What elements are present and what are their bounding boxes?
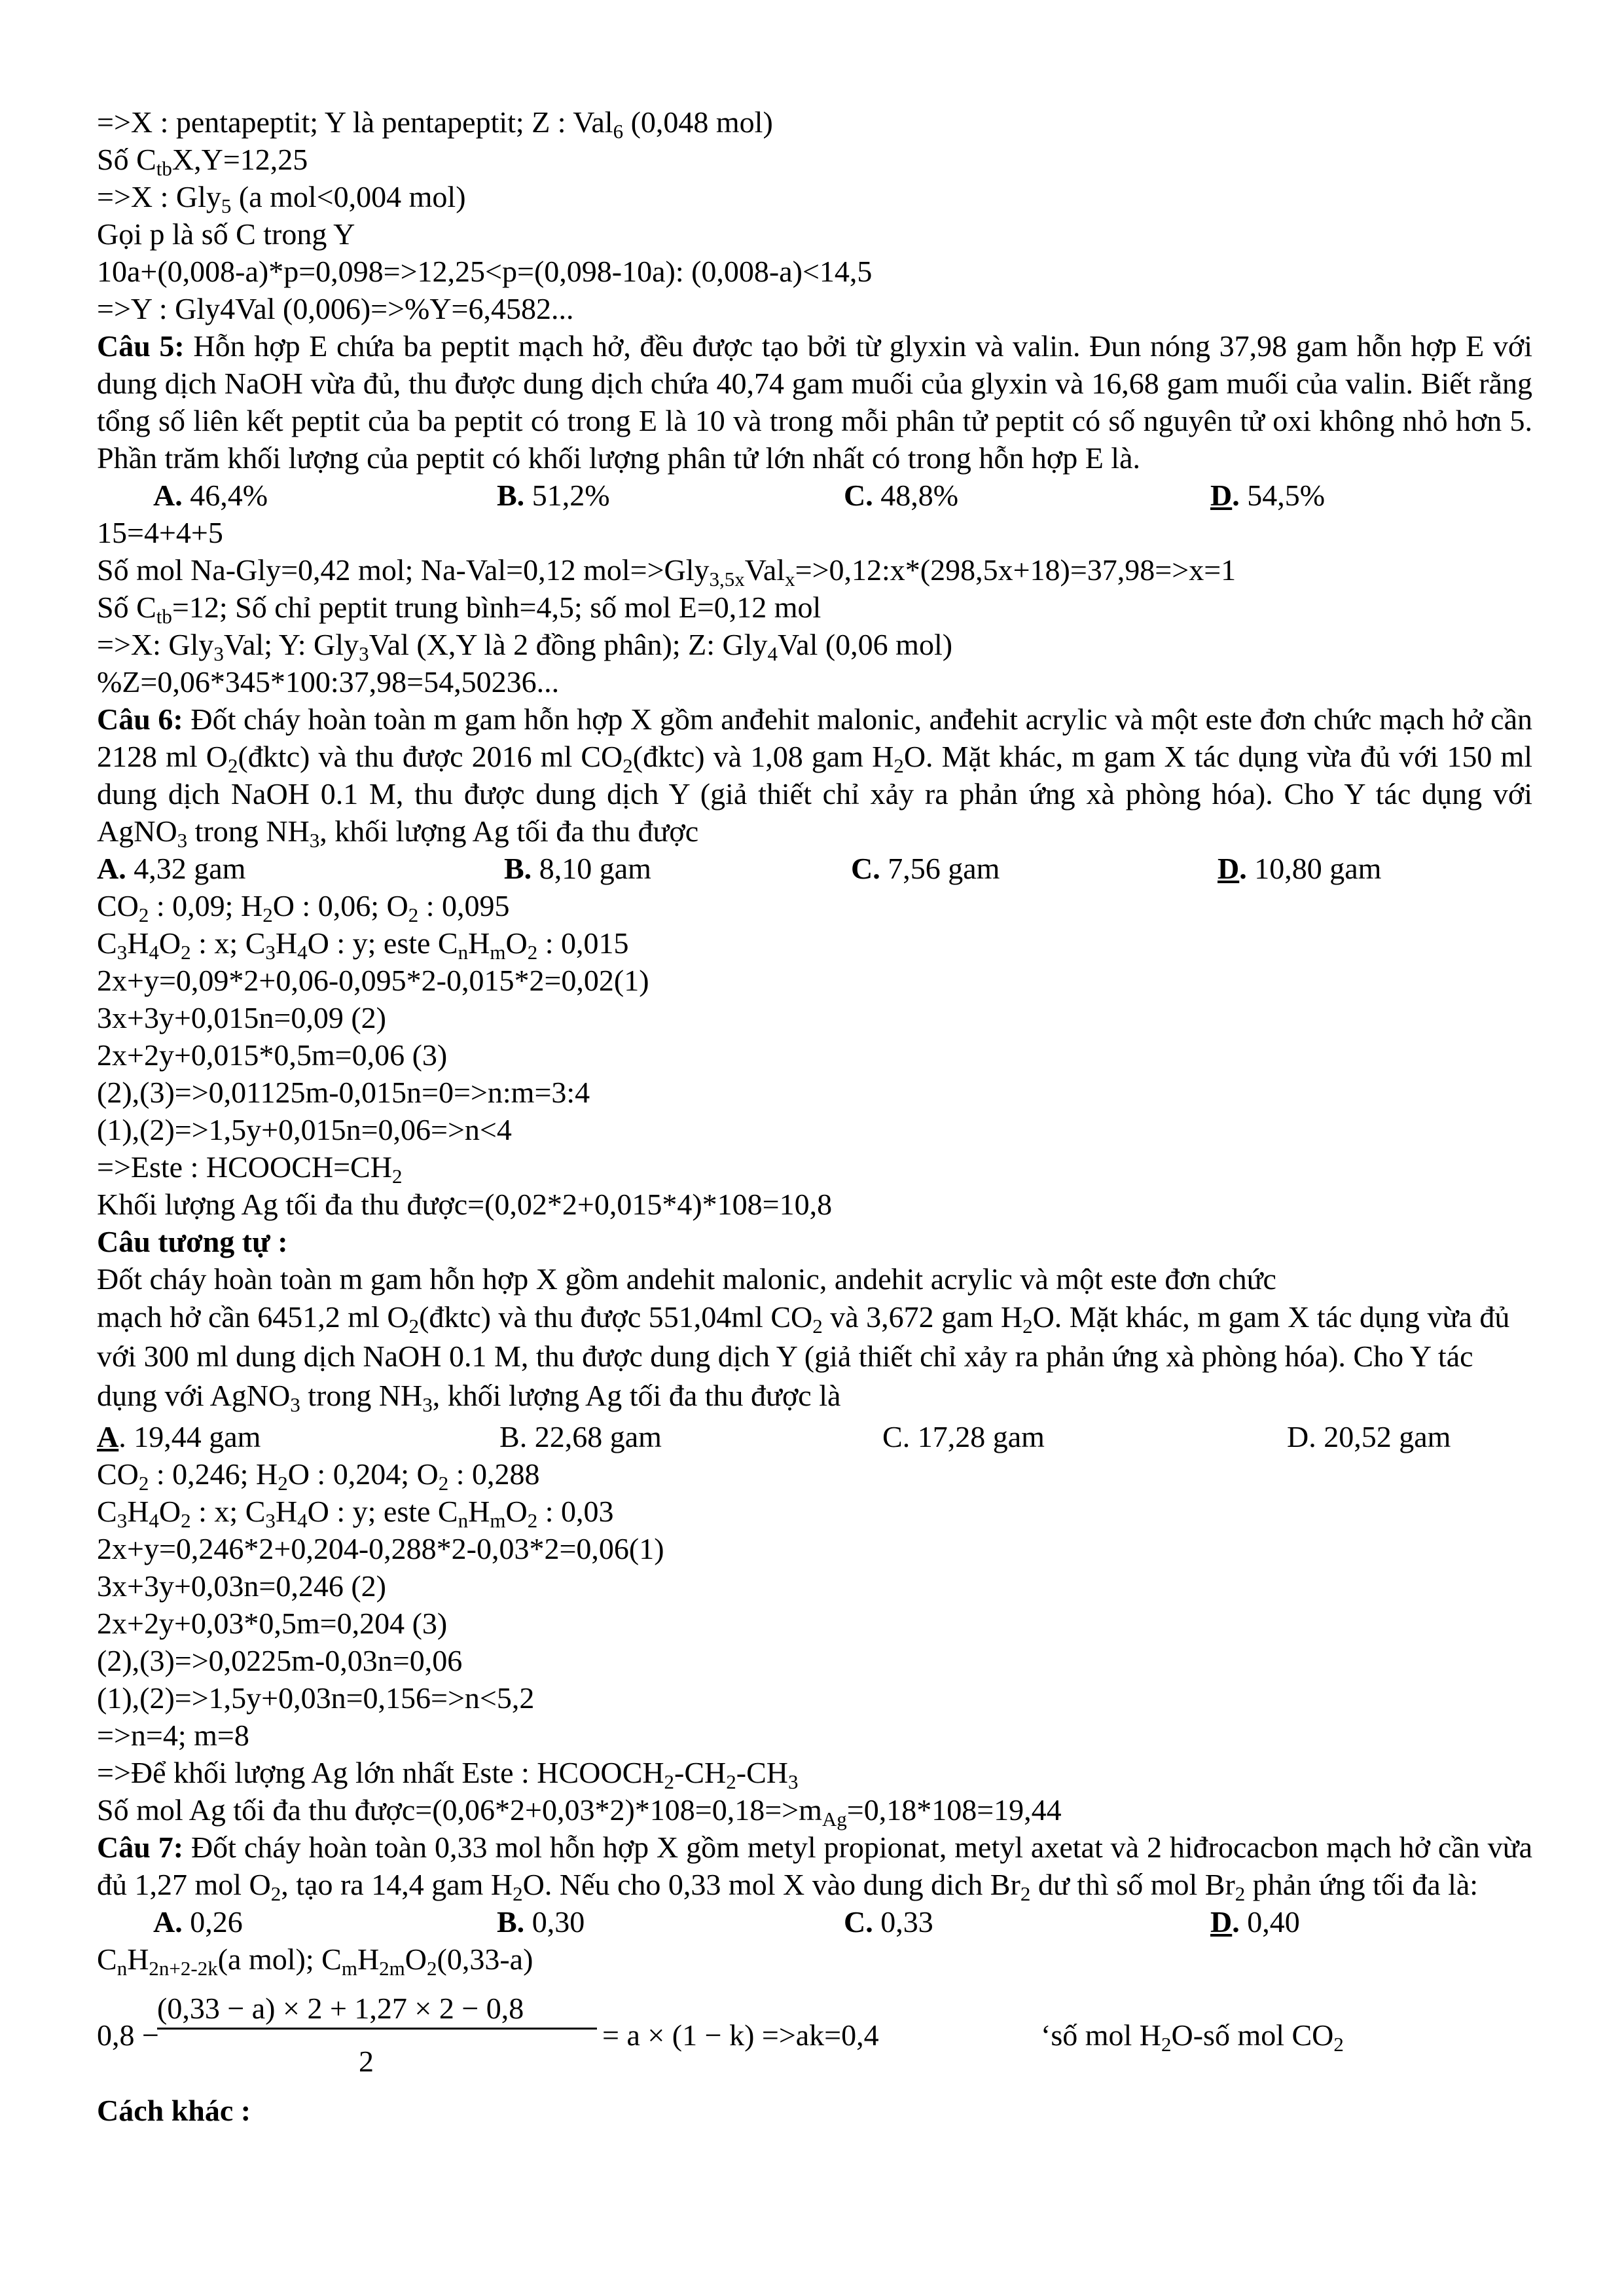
choice-b: B. 0,30 (497, 1905, 585, 1939)
question-label: Câu 7: (97, 1831, 184, 1864)
question-text: Hỗn hợp E chứa ba peptit mạch hở, đều được tạo bởi từ glyxin và valin. Đun nóng 37,98 gam hỗn hợp E với dung dịch NaOH vừa đủ, thu được dung dịch chứa 40,74 gam muối của glyxin và 16,68 gam muối của valin. Biết rằng tổng số liên kết peptit của ba peptit có trong E là 10 và trong mỗi phân tử peptit có số nguyên tử oxi không nhỏ hơn 5. Phần trăm khối lượng của peptit có khối lượng phân tử lớn nhất có trong hỗn hợp E là. (97, 329, 1533, 475)
answer-choices (97, 1418, 1532, 1455)
choice-d-correct: D. 10,80 gam (1218, 852, 1382, 885)
fraction-bar (157, 2028, 597, 2030)
choice-a: A. 4,32 gam (97, 852, 246, 885)
solution-line: $CO_2$ : 0,09; $H_2O$ : 0,06; $O_2$ : 0,095 (97, 889, 510, 926)
choice-a-correct: A. 19,44 gam (97, 1420, 261, 1453)
question-label: Câu 6: (97, 702, 183, 736)
question-text: mạch hở cần 6451,2 ml $O_2(đktc)$ và thu được 551,04ml $CO_2$ và 3,672 gam $H_2O$. Mặt khác, m gam X tác dụng vừa đủ với 300 ml dung dịch NaOH 0.1 M, thu được dung dịch Y (giả thiết chỉ xảy ra phản ứng xà phòng hóa). Cho Y tác dụng với AgNO$_3$ trong $NH_3$, khối lượng Ag tối đa thu được là (97, 1300, 1510, 1416)
section-heading: Cách khác : (97, 2094, 251, 2127)
section-heading: Câu tương tự : (97, 1225, 288, 1258)
solution-line: 3x+3y+0,03n=0,246 (2) (97, 1569, 386, 1603)
solution-line: =>Y : Gly4Val (0,006)=>%Y=6,4582... (97, 292, 574, 325)
solution-line: 10a+(0,008-a)*p=0,098=>12,25<p=(0,098-10a): (0,008-a)<14,5 (97, 255, 873, 288)
answer-choices (97, 477, 1532, 514)
solution-line: Số mol Ag tối đa thu $được=(0,06*2+0,03*2)*108=0,18=>m_{Ag}=0,18*108=19,44$ (97, 1793, 1062, 1831)
question-7: Câu 7: Đốt cháy hoàn toàn 0,33 mol hỗn hợp X gồm metyl propionat, metyl axetat và 2 hiđrocacbon mạch hở cần vừa đủ 1,27 mol $O_2$, tạo ra 14,4 gam $H_2O$. Nếu cho 0,33 mol X vào dung dich $Br_2$ dư thì số mol $Br_2$ phản ứng tối đa là: (97, 1831, 1532, 1905)
choice-a: A. 46,4% (153, 479, 268, 512)
solution-line: =>Để khối lượng Ag lớn nhất Este : $HCOOCH_2-CH_2-CH_3$ (97, 1756, 799, 1793)
formula-note: ‘số mol $H_2O-số$ mol $CO_2$ (1041, 2018, 1344, 2056)
choice-d-correct: D. 54,5% (1210, 479, 1326, 512)
solution-line: =>X : pentapeptit; Y là pentapeptit; Z : Val$_6$ (0,048 mol) (97, 105, 773, 143)
solution-line: $C_3H_4O_2$ : x; $C_3H_4O$ : y; este $C_nH_mO_2$ : 0,03 (97, 1495, 614, 1532)
choice-b: B. 51,2% (497, 479, 610, 512)
formula-denominator: 2 (359, 2045, 374, 2078)
solution-line: $CO_2$ : 0,246; $H_2O$ : 0,204; $O_2$ : 0,288 (97, 1457, 540, 1495)
solution-line: (2),(3)=>0,0225m-0,03n=0,06 (97, 1644, 463, 1677)
solution-line: 2x+2y+0,03*0,5m=0,204 (3) (97, 1607, 448, 1640)
solution-line: 3x+3y+0,015n=0,09 (2) (97, 1001, 386, 1034)
choice-d: D. 20,52 gam (1287, 1420, 1451, 1453)
solution-line: =>Este : $HCOOCH=CH_2$ (97, 1150, 403, 1188)
solution-line: Số $C_{tb}X,Y=12,25$ (97, 143, 308, 180)
solution-line: 2x+y=0,09*2+0,06-0,095*2-0,015*2=0,02(1) (97, 964, 649, 997)
choice-c: C. 48,8% (844, 479, 959, 512)
solution-line: $C_3H_4O_2$ : x; $C_3H_4O$ : y; este $C_nH_mO_2$ : 0,015 (97, 926, 629, 964)
solution-line: (2),(3)=>0,01125m-0,015n=0=>n:m=3:4 (97, 1076, 590, 1109)
formula-rhs: = a × (1 − k) =>ak=0,4 (602, 2018, 879, 2052)
fraction-formula (97, 1980, 1532, 2092)
solution-line: 2x+2y+0,015*0,5m=0,06 (3) (97, 1038, 448, 1072)
choice-c: C. 0,33 (844, 1905, 933, 1939)
choice-c: C. 7,56 gam (851, 852, 1000, 885)
solution-line: =>n=4; m=8 (97, 1719, 249, 1752)
choice-d-correct: D. 0,40 (1210, 1905, 1300, 1939)
solution-line: $C_nH_{2n+2-2k}(a$ mol); $C_mH_{2m}O_2(0,33-a)$ (97, 1942, 533, 1980)
choice-b: B. 8,10 gam (504, 852, 651, 885)
question-5 (97, 327, 1532, 477)
solution-line: Số $C_{tb}=12$; Số chỉ peptit trung bình=4,5; số mol E=0,12 mol (97, 591, 821, 628)
solution-line: 2x+y=0,246*2+0,204-0,288*2-0,03*2=0,06(1) (97, 1532, 664, 1565)
question-6: Câu 6: Đốt cháy hoàn toàn m gam hỗn hợp X gồm anđehit malonic, anđehit acrylic và một este đơn chức mạch hở cần 2128 ml $O_2(đktc)$ và thu được 2016 ml $CO_2(đktc)$ và 1,08 gam $H_2O$. Mặt khác, m gam X tác dụng vừa đủ với 150 ml dung dịch NaOH 0.1 M, thu được dung dịch Y (giả thiết chỉ xảy ra phản ứng xà phòng hóa). Cho Y tác dụng với AgNO$_3$ trong $NH_3$, khối lượng Ag tối đa thu được (97, 702, 1533, 852)
question-text: Đốt cháy hoàn toàn m gam hỗn hợp X gồm andehit malonic, andehit acrylic và một este đơn chức (97, 1262, 1276, 1296)
solution-line: (1),(2)=>1,5y+0,015n=0,06=>n<4 (97, 1113, 512, 1146)
choice-b: B. 22,68 gam (499, 1420, 662, 1453)
solution-line: =>X : Gly$_5$ (a mol<0,004 mol) (97, 180, 466, 217)
solution-line: Gọi p là số C trong Y (97, 217, 355, 251)
choice-c: C. 17,28 gam (882, 1420, 1045, 1453)
solution-line: Số mol Na-Gly=0,42 mol; Na-Val=0,12 mol=>Gly$_{3,5x}$Val$_x$=>0,12:x*(298,5x+18)=37,98=>x=1 (97, 553, 1236, 591)
solution-line: %Z=0,06*345*100:37,98=54,50236... (97, 665, 560, 699)
solution-line: 15=4+4+5 (97, 516, 223, 549)
solution-line: =>X: Gly$_3$Val; Y: Gly$_3$Val (X,Y là 2 đồng phân); Z: Gly$_4$Val (0,06 mol) (97, 628, 953, 665)
answer-choices (97, 850, 1532, 887)
solution-line: (1),(2)=>1,5y+0,03n=0,156=>n<5,2 (97, 1681, 535, 1715)
answer-choices (97, 1903, 1532, 1941)
question-label: Câu 5: (97, 329, 185, 363)
formula-lead: 0,8 − (97, 2018, 159, 2052)
formula-numerator: (0,33 − a) × 2 + 1,27 × 2 − 0,8 (157, 1992, 524, 2025)
solution-line: Khối lượng Ag tối đa thu được=(0,02*2+0,015*4)*108=10,8 (97, 1188, 833, 1221)
choice-a: A. 0,26 (153, 1905, 243, 1939)
